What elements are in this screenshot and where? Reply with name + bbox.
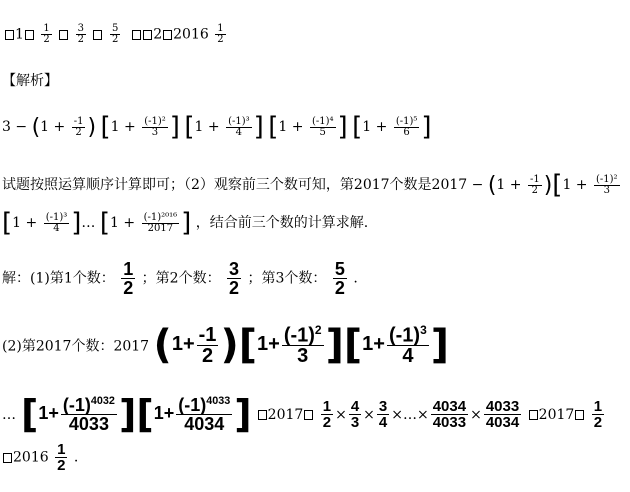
analysis-title: 【解析】 — [2, 73, 58, 89]
fraction: $\frac{5}{2}$ — [111, 23, 119, 45]
missing-glyph — [143, 30, 152, 40]
missing-glyph — [59, 30, 68, 40]
fraction: $\frac{3}{2}$ — [77, 23, 85, 45]
analysis-text-2: [1 + $\frac{\text{(-1)³}}{4}$ ]… [1 + $\frac{\text{(-1)²⁰¹⁶}}{2017}$ ] ，结合前三个数的计算求解. — [2, 208, 369, 238]
analysis-expression: 3 − (1 + $\frac{-1}{2}$ ) [1 + $\frac{\text{(-1)²}}{3}$ ] [1 + $\frac{\text{(-1)³}}{4}$ ] [1 + $\frac{\text{(-1)⁴}}{5}$ ] [1 + $\frac{\text{(-1)⁵}}{6}$ ] — [2, 112, 432, 142]
missing-glyph — [25, 30, 34, 40]
solution-part-1: 解：(1)第1个数： $\frac{1}{2}$ ；第2个数： $\frac{3}{2}$ ；第3个数： $\frac{5}{2}$ . — [2, 259, 358, 298]
fraction: $\frac{1}{2}$ — [43, 23, 50, 45]
fraction: $\frac{1}{2}$ — [217, 23, 224, 45]
missing-glyph — [132, 30, 141, 40]
missing-glyph — [93, 30, 102, 40]
analysis-text-1: 试题按照运算顺序计算即可；（2）观察前三个数可知，第2017个数是2017 − (1 + $\frac{-1}{2}$ )[1 + $\frac{\text{(-1)²}}{3}$ — [2, 170, 618, 200]
solution-part-2: (2)第2017个数：2017 (1+ $\frac{-1}{2}$ )[1+ $\frac{(-1)^2}{3}$ ][1+ $\frac{(-1)^3}{4}$ ] — [2, 322, 450, 368]
missing-glyph — [5, 30, 14, 40]
answer-line-1: 1 $\frac{1}{2}$ $\frac{3}{2}$ $\frac{5}{2}$ 2 2016 $\frac{1}{2}$ — [4, 24, 228, 45]
solution-product: … [1+ $\frac{(-1)^{4032}}{4033}$ ][1+ $\frac{(-1)^{4033}}{4034}$ ] 2017 $\frac{1}{2}$ × $\frac{4}{3}$ × $\frac{3}{4}$ ×…× $\frac{4034}{4033}$ × $\frac{4033}{4034}$ 2017 $\frac{1}{2}$ — [2, 392, 603, 436]
missing-glyph — [163, 30, 172, 40]
final-answer: 2016 $\frac{1}{2}$ . — [2, 442, 78, 473]
